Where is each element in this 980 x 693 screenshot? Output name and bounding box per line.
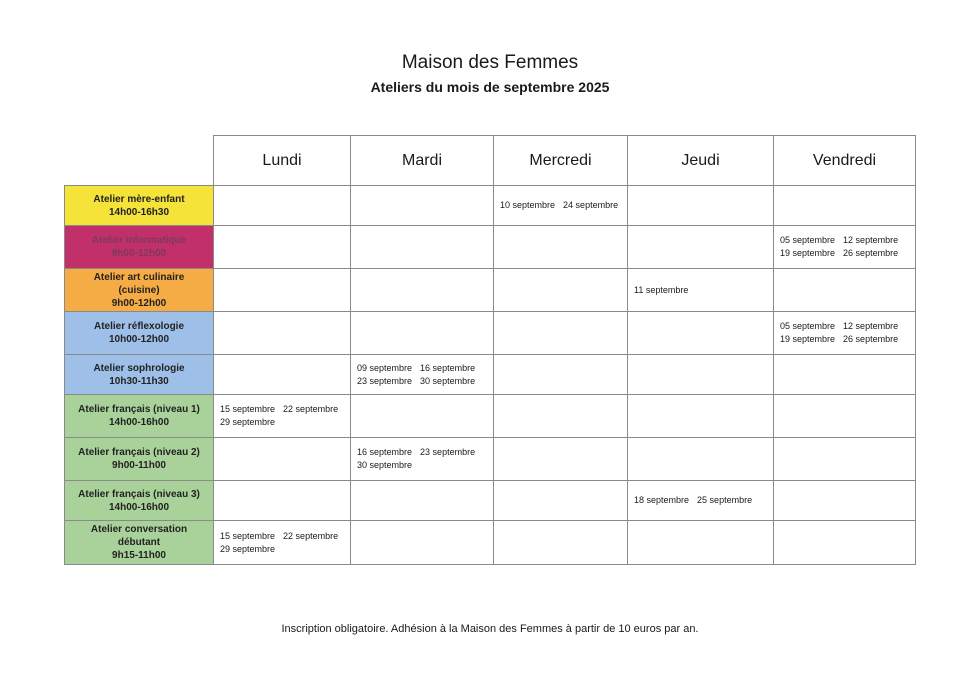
session-date: 18 septembre [634, 495, 690, 505]
session-date: 19 septembre [780, 248, 836, 258]
workshop-label [65, 395, 214, 438]
session-date: 10 septembre [500, 200, 556, 210]
session-date: 30 septembre [420, 375, 476, 386]
session-date: 23 septembre [420, 447, 476, 457]
schedule-cell [774, 438, 916, 481]
workshop-label-line: Atelier conversation [90, 524, 188, 535]
day-header-vendredi: Vendredi [774, 136, 916, 186]
workshop-row [65, 355, 916, 395]
schedule-cell [351, 269, 494, 312]
schedule-cell [351, 438, 494, 481]
workshop-label-line: Atelier français (niveau 3) [78, 488, 200, 500]
schedule-cell [214, 312, 351, 355]
day-header-jeudi: Jeudi [628, 136, 774, 186]
workshop-label-line: Atelier français (niveau 1) [78, 404, 200, 415]
schedule-cell [628, 481, 774, 521]
day-header-mardi: Mardi [351, 136, 494, 186]
session-date: 16 septembre [420, 362, 476, 373]
session-date: 15 septembre [220, 530, 276, 541]
schedule-cell [494, 269, 628, 312]
session-date: 29 septembre [220, 543, 276, 554]
session-date: 26 septembre [843, 334, 899, 344]
schedule-cell [351, 226, 494, 269]
workshop-label-line: 9h00-12h00 [111, 248, 167, 259]
schedule-cell [774, 481, 916, 521]
table-corner [65, 136, 214, 186]
page-title: Maison des Femmes [401, 52, 579, 73]
schedule-cell [494, 521, 628, 565]
session-date: 26 septembre [843, 248, 899, 258]
workshop-label-line: 14h00-16h00 [108, 501, 170, 513]
session-date: 05 septembre [780, 235, 836, 245]
schedule-cell [494, 481, 628, 521]
workshop-label-line: Atelier réflexologie [93, 321, 185, 332]
session-date: 11 septembre [634, 284, 689, 295]
workshop-label-line: Atelier français (niveau 2) [78, 447, 200, 458]
day-header-lundi: Lundi [214, 136, 351, 186]
workshop-label-line: Atelier art culinaire [93, 271, 185, 283]
session-date: 12 septembre [843, 321, 899, 331]
session-date: 16 septembre [357, 447, 413, 457]
schedule-cell [628, 438, 774, 481]
date-list [634, 284, 767, 297]
session-date: 22 septembre [283, 530, 339, 541]
schedule-cell [351, 521, 494, 565]
workshop-row [65, 226, 916, 269]
workshop-label [65, 521, 214, 565]
schedule-cell [774, 186, 916, 226]
workshop-label-line: 9h15-11h00 [112, 550, 166, 561]
schedule-cell [494, 355, 628, 395]
footer-note: Inscription obligatoire. Adhésion à la Maison des Femmes à partir de 10 euros par an. [281, 623, 699, 635]
workshop-label [65, 438, 214, 481]
schedule-cell [214, 269, 351, 312]
day-header-mercredi: Mercredi [494, 136, 628, 186]
session-date: 23 septembre [357, 375, 413, 386]
workshop-label [65, 269, 214, 312]
workshop-row [65, 395, 916, 438]
schedule-cell [628, 312, 774, 355]
schedule-cell [774, 269, 916, 312]
schedule-cell [351, 355, 494, 395]
schedule-cell [494, 312, 628, 355]
schedule-cell [494, 438, 628, 481]
workshop-label [65, 312, 214, 355]
workshop-label-line: 10h30-11h30 [109, 375, 169, 387]
schedule-cell [214, 438, 351, 481]
session-date: 29 septembre [220, 417, 276, 427]
schedule-cell [774, 521, 916, 565]
workshop-label-line: (cuisine) [118, 284, 160, 296]
schedule-cell [351, 312, 494, 355]
workshop-label-line: Atelier informatique [91, 235, 187, 246]
workshop-label [65, 226, 214, 269]
schedule-cell [494, 186, 628, 226]
schedule-cell [214, 186, 351, 226]
date-list [780, 320, 909, 346]
workshop-label-line: Atelier mère-enfant [93, 193, 185, 205]
schedule-cell [628, 395, 774, 438]
workshop-row [65, 312, 916, 355]
workshop-label-line: 14h00-16h00 [108, 417, 170, 428]
schedule-body [65, 186, 916, 565]
schedule-cell [214, 395, 351, 438]
workshop-row [65, 438, 916, 481]
schedule-cell [774, 312, 916, 355]
schedule-cell [774, 395, 916, 438]
workshop-label [65, 481, 214, 521]
schedule-cell [628, 269, 774, 312]
session-date: 24 septembre [563, 200, 619, 210]
session-date: 22 septembre [283, 404, 339, 414]
schedule-cell [214, 481, 351, 521]
workshop-label [65, 186, 214, 226]
schedule-cell [351, 481, 494, 521]
schedule-cell [774, 226, 916, 269]
date-list [220, 403, 344, 429]
schedule-cell [628, 186, 774, 226]
schedule-cell [214, 521, 351, 565]
workshop-label-line: 9h00-11h00 [112, 460, 166, 471]
schedule-cell [628, 355, 774, 395]
schedule-cell [351, 186, 494, 226]
workshop-label-line: 9h00-12h00 [111, 297, 167, 309]
date-list [220, 530, 344, 556]
schedule-cell [214, 355, 351, 395]
session-date: 15 septembre [220, 404, 276, 414]
date-list [357, 362, 487, 388]
workshop-row [65, 481, 916, 521]
schedule-cell [774, 355, 916, 395]
workshop-label-line: débutant [117, 537, 161, 548]
session-date: 19 septembre [780, 334, 836, 344]
schedule-cell [494, 226, 628, 269]
schedule-table [64, 135, 916, 565]
workshop-row [65, 269, 916, 312]
schedule-cell [351, 395, 494, 438]
session-date: 09 septembre [357, 362, 413, 373]
date-list [500, 199, 621, 212]
workshop-row [65, 186, 916, 226]
page-subtitle: Ateliers du mois de septembre 2025 [370, 79, 610, 95]
session-date: 05 septembre [780, 321, 836, 331]
session-date: 12 septembre [843, 235, 899, 245]
workshop-label-line: 14h00-16h30 [108, 206, 170, 218]
schedule-cell [628, 226, 774, 269]
date-list [634, 494, 767, 507]
date-list [357, 446, 487, 472]
workshop-row [65, 521, 916, 565]
workshop-label [65, 355, 214, 395]
workshop-label-line: Atelier sophrologie [93, 362, 185, 374]
schedule-cell [214, 226, 351, 269]
session-date: 25 septembre [697, 495, 753, 505]
session-date: 30 septembre [357, 460, 413, 470]
schedule-cell [628, 521, 774, 565]
schedule-cell [494, 395, 628, 438]
date-list [780, 234, 909, 260]
workshop-label-line: 10h00-12h00 [108, 334, 170, 345]
